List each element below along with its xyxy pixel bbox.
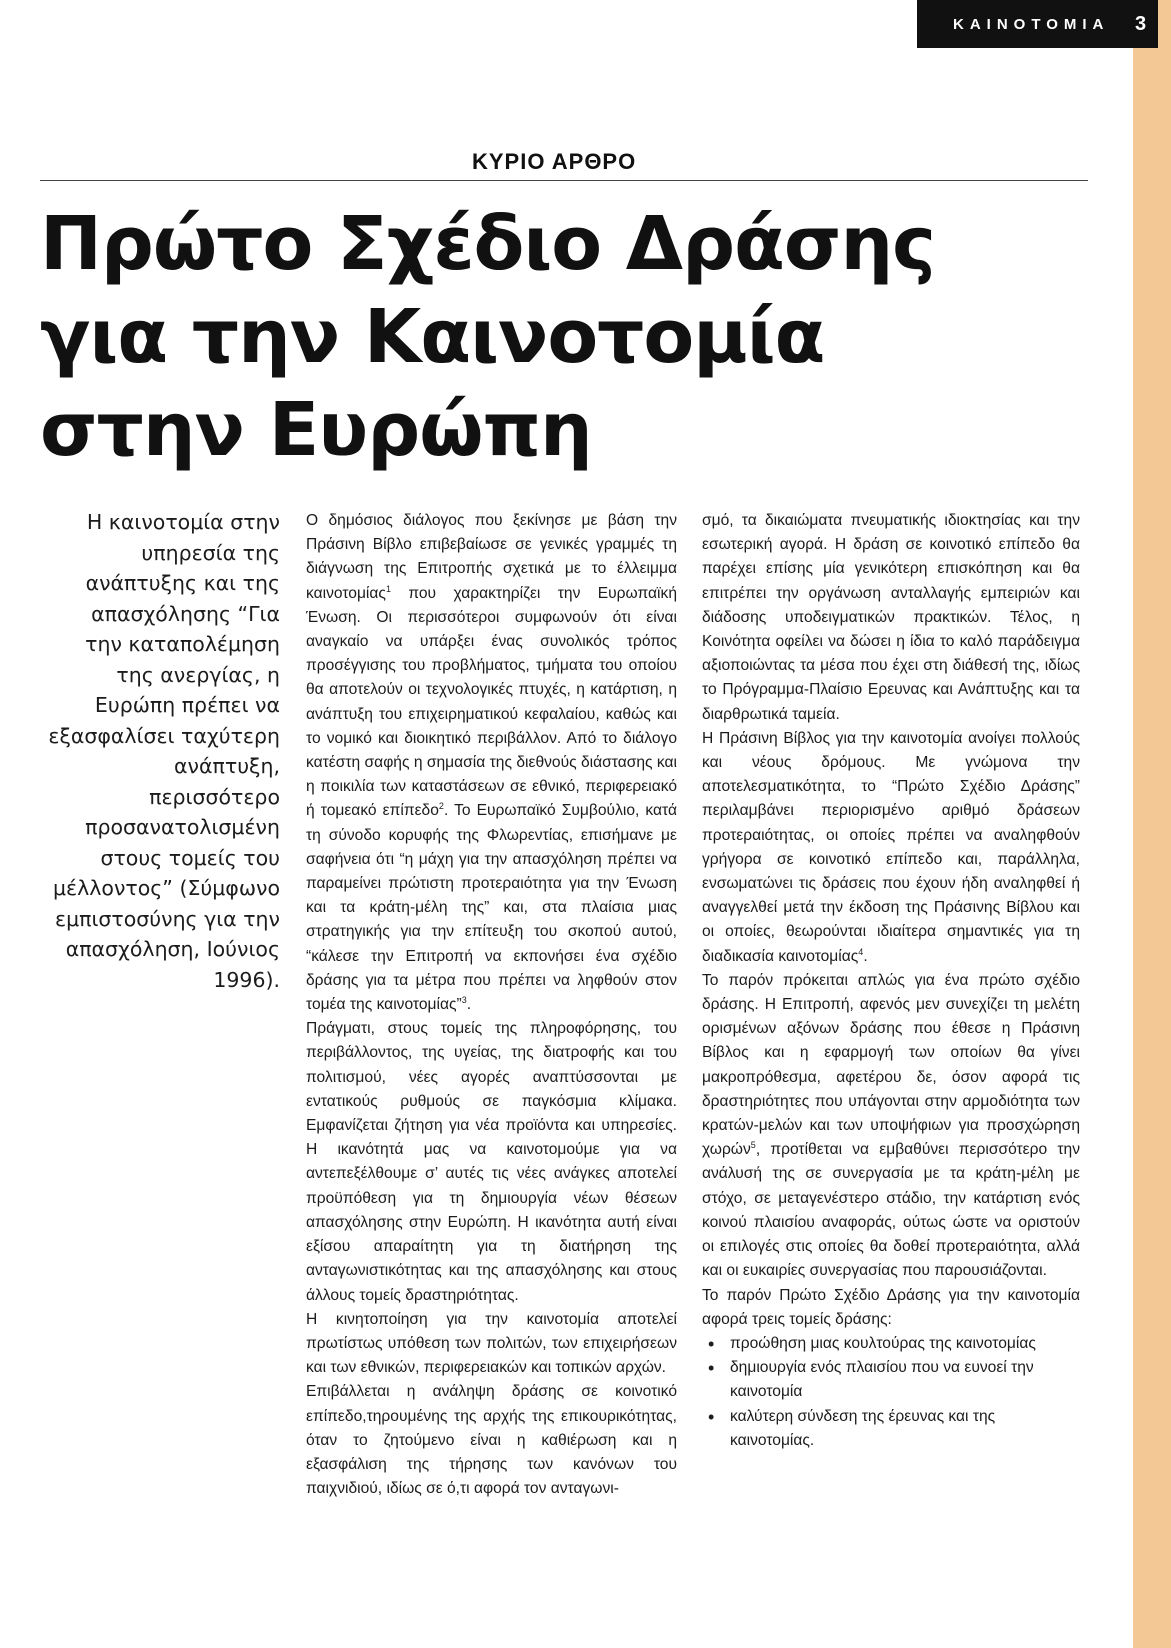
footnote-ref: 2: [438, 801, 444, 812]
running-header: [917, 0, 1158, 48]
action-areas-list: [702, 1332, 1080, 1453]
list-item: • καλύτερη σύνδεση της έρευνας και της καινοτομίας.: [730, 1405, 1080, 1453]
body-column-1: [306, 509, 677, 1501]
section-name: ΚΑΙΝΟΤΟΜΙΑ: [953, 16, 1110, 33]
paragraph: Επιβάλλεται η ανάληψη δράσης σε κοινοτικό επίπεδο,τηρουμένης της αρχής της επικουρικότητας, όταν το ζητούμενο είναι η καθιέρωση και η εξασφάλιση της τήρησης των κανόνων του παιχνιδιού, ιδίως σε ό,τι αφορά τον ανταγωνι-: [306, 1383, 677, 1498]
paragraph: Το παρόν Πρώτο Σχέδιο Δράσης για την καινοτομία αφορά τρεις τομείς δράσης:: [702, 1286, 1080, 1328]
footnote-ref: 1: [385, 583, 391, 594]
paragraph: σμό, τα δικαιώματα πνευματικής ιδιοκτησίας και την εσωτερική αγορά. Η δράση σε κοινοτικό επίπεδο θα παρέχει επίσης μία γενικότερη επισκόπηση και θα επιτρέπει την οργάνωση ανταλλαγής εμπειριών και διάδοσης υποδειγματικών πρακτικών. Τέλος, η Κοινότητα οφείλει να δώσει η ίδια το καλό παράδειγμα αξιοποιώντας τα μέσα που έχει στη διάθεσή της, ιδίως το Πρόγραμμα-Πλαίσιο Ερευνας και Ανάπτυξης και τα διαρθρωτικά ταμεία.: [702, 512, 1080, 723]
paragraph: Το παρόν πρόκειται απλώς για ένα πρώτο σχέδιο δράσης. Η Επιτροπή, αφενός μεν συνεχίζει τη μελέτη ορισμένων αξόνων δράσης που έθεσε η Πράσινη Βίβλος και η εφαρμογή των οποίων θα γίνει μακροπρόθεσμα, αφετέρου δε, όσον αφορά τις δραστηριότητες που υπάγονται στην αρμοδιότητα των κρατών-μελών και των υποψήφιων για προσχώρηση χωρών$^5$, προτίθεται να εμβαθύνει περισσότερο την ανάλυσή της σε συνεργασία με τα κράτη-μέλη με στόχο, σε μεταγενέστερο στάδιο, την κατάρτιση ενός κοινού πλαισίου αναφοράς, ούτως ώστε να οριστούν οι επιλογές στις οποίες θα δοθεί προτεραιότητα, αλλά και οι ευκαιρίες συνεργασίας που παρουσιάζονται.: [702, 971, 1080, 1280]
paragraph: Η κινητοποίηση για την καινοτομία αποτελεί πρωτίστως υπόθεση των πολιτών, των επιχειρήσεων και των εθνικών, περιφερειακών και τοπικών αρχών.: [306, 1310, 677, 1377]
article-title: [40, 198, 1100, 477]
page-number: 3: [1135, 13, 1147, 35]
footnote-ref: 3: [461, 994, 467, 1005]
kicker-divider: [40, 180, 1088, 181]
pull-quote: Η καινοτομία στην υπηρεσία της ανάπτυξης και της απασχόλησης “Για την καταπολέμηση της ανεργίας, η Ευρώπη πρέπει να εξασφαλίσει ταχύτερη ανάπτυξη, περισσότερο προσανατολισμένη στους τομείς του μέλλοντος” (Σύμφωνο εμπιστοσύνης για την απασχόληση, Ιούνιος 1996).: [48, 510, 280, 992]
side-color-stripe: [1133, 0, 1171, 1648]
body-column-2: [702, 509, 1080, 1453]
footnote-ref: 5: [750, 1140, 756, 1151]
paragraph: Η Πράσινη Βίβλος για την καινοτομία ανοίγει πολλούς και νέους δρόμους. Με γνώμονα την αποτελεσματικότητα, το “Πρώτο Σχέδιο Δράσης” περιλαμβάνει περιορισμένο αριθμό δράσεων προτεραιότητας, οι οποίες πρέπει να αναληφθούν γρήγορα σε κοινοτικό επίπεδο και, παράλληλα, ενσωματώνει τις δράσεις που έχουν ήδη αναληφθεί ή αναγγελθεί μετά την έκδοση της Πράσινης Βίβλου και οι οποίες, θεωρούνται ιδιαίτερα σημαντικές για τη διαδικασία καινοτομίας$^4$.: [702, 729, 1080, 965]
footnote-ref: 4: [858, 946, 864, 957]
paragraph: Πράγματι, στους τομείς της πληροφόρησης, του περιβάλλοντος, της υγείας, της διατροφής και του πολιτισμού, νέες αγορές αναπτύσσονται με εντατικούς ρυθμούς σε παγκόσμια κλίμακα. Εμφανίζεται ζήτηση για νέα προϊόντα και υπηρεσίες. Η ικανότητά μας να καινοτομούμε για να αντεπεξέλθουμε σ’ αυτές τις νέες ανάγκες αποτελεί προϋπόθεση για τη δημιουργία νέων θέσεων απασχόλησης στην Ευρώπη. Η ικανότητα αυτή είναι εξίσου απαραίτητη για τη διατήρηση της ανταγωνιστικότητας και της απασχόλησης και στους άλλους τομείς δραστηριότητας.: [306, 1020, 677, 1304]
list-item: • δημιουργία ενός πλαισίου που να ευνοεί την καινοτομία: [730, 1356, 1080, 1404]
list-item: • προώθηση μιας κουλτούρας της καινοτομίας: [730, 1332, 1080, 1356]
title-line: στην Ευρώπη: [40, 387, 592, 473]
paragraph: Ο δημόσιος διάλογος που ξεκίνησε με βάση την Πράσινη Βίβλο επιβεβαίωσε σε γενικές γραμμές τη διάγνωση της Επιτροπής σχετικά με το έλλειμμα καινοτομίας$^1$ που χαρακτηρίζει την Ευρωπαϊκή Ένωση. Οι περισσότεροι συμφωνούν ότι είναι αναγκαίο να υπάρξει ένας συνολικός τρόπος προσέγγισης του προβλήματος, τμήματα του οποίου θα αποτελούν οι τεχνολογικές πτυχές, η κατάρτιση, η ανάπτυξη του επιχειρηματικού κεφαλαίου, καθώς και το νομικό και διοικητικό περιβάλλον. Από το διάλογο κατέστη σαφής η σημασία της διεθνούς διάστασης και η ποικιλία των καταστάσεων σε εθνικό, περιφερειακό ή τομεακό επίπεδο$^2$. Το Ευρωπαϊκό Συμβούλιο, κατά τη σύνοδο κορυφής της Φλωρεντίας, επισήμανε με σαφήνεια ότι “η μάχη για την απασχόληση πρέπει να παραμείνει πρώτιστη προτεραιότητα για την Ένωση και τα κράτη-μέλη της” και, στα πλαίσια μιας στρατηγικής για την επίτευξη του σκοπού αυτού, “κάλεσε την Επιτροπή να εκπονήσει ένα σχέδιο δράσης για τα μέτρα που πρέπει να ληφθούν στον τομέα της καινοτομίας”$^3$.: [306, 512, 678, 1014]
article-kicker: ΚΥΡΙΟ ΑΡΘΡΟ: [472, 149, 637, 174]
title-line: Πρώτο Σχέδιο Δράσης: [40, 201, 936, 287]
title-line: για την Καινοτομία: [40, 294, 825, 380]
